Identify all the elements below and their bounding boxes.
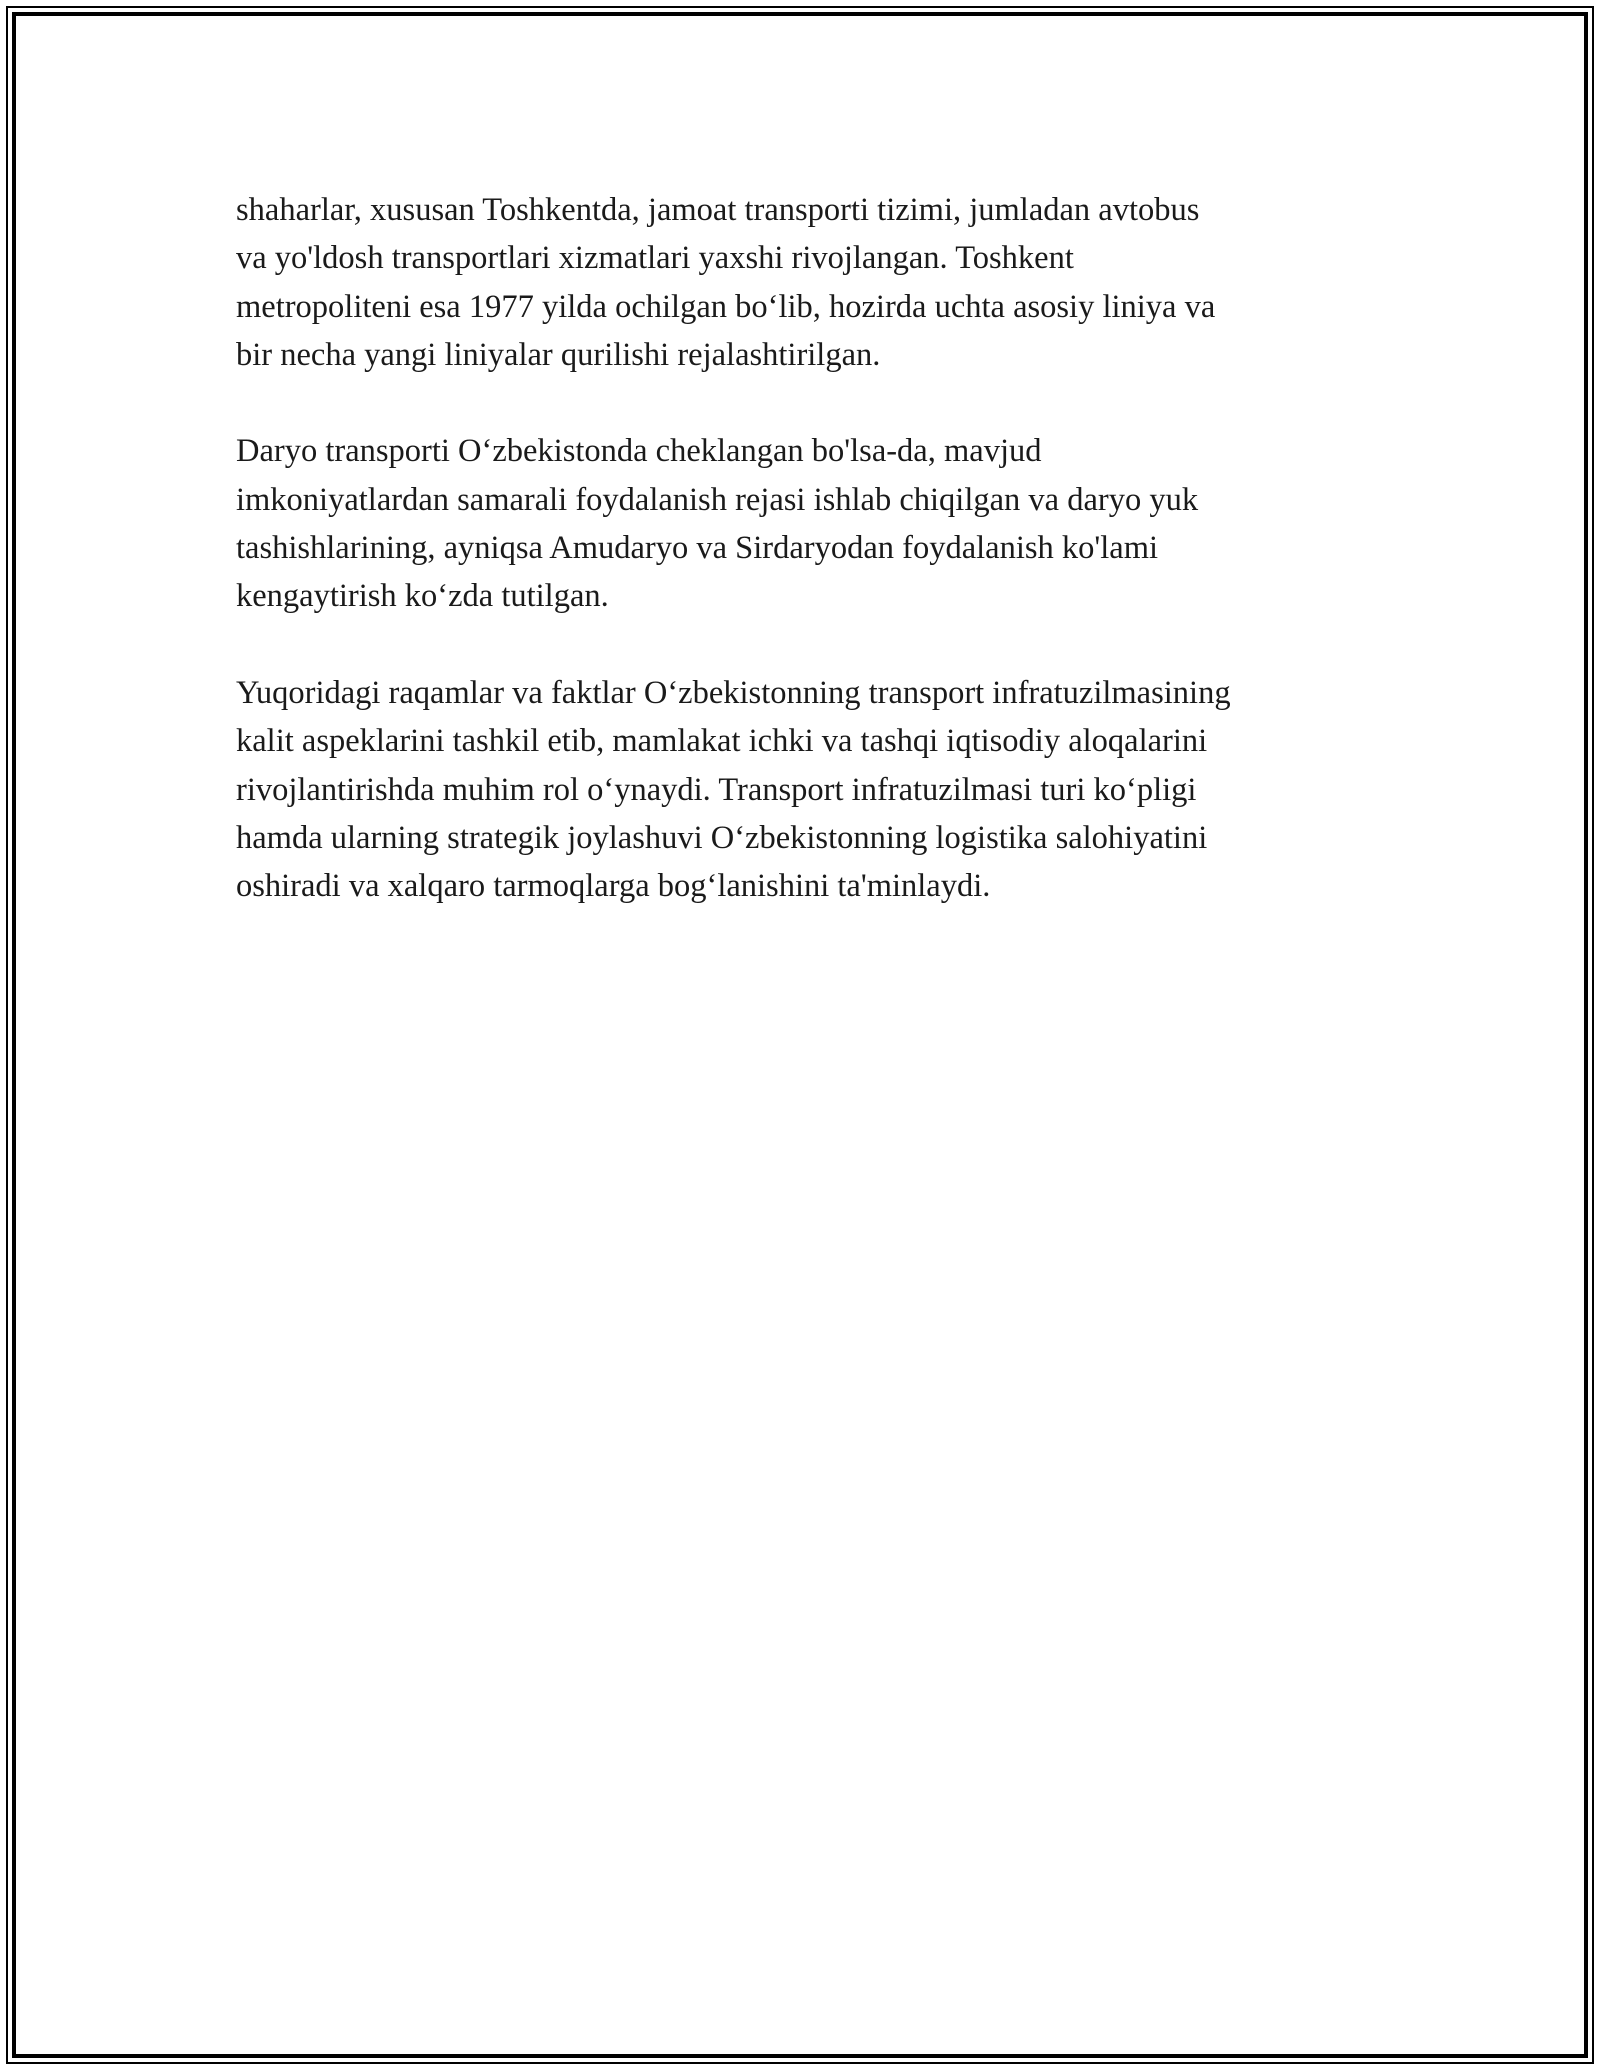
- text-line: kalit aspeklarini tashkil etib, mamlakat ichki va tashqi iqtisodiy aloqalarini: [236, 723, 1208, 760]
- paragraph-city-transport: [236, 186, 1386, 379]
- text-line: kengaytirish ko‘zda tutilgan.: [236, 578, 609, 615]
- text-line: imkoniyatlardan samarali foydalanish rejasi ishlab chiqilgan va daryo yuk: [236, 481, 1199, 518]
- paragraph-river-transport: [236, 427, 1386, 620]
- text-line: Yuqoridagi raqamlar va faktlar O‘zbekistonning transport infratuzilmasining: [236, 674, 1231, 711]
- text-line: tashishlarining, ayniqsa Amudaryo va Sirdaryodan foydalanish ko'lami: [236, 530, 1158, 567]
- text-line: metropoliteni esa 1977 yilda ochilgan bo‘lib, hozirda uchta asosiy liniya va: [236, 288, 1216, 325]
- text-line: bir necha yangi liniyalar qurilishi rejalashtirilgan.: [236, 336, 881, 373]
- text-line: shaharlar, xususan Toshkentda, jamoat transporti tizimi, jumladan avtobus: [236, 192, 1200, 228]
- text-line: rivojlantirishda muhim rol o‘ynaydi. Transport infratuzilmasi turi ko‘pligi: [236, 771, 1197, 808]
- text-line: Daryo transporti O‘zbekistonda cheklangan bo'lsa-da, mavjud: [236, 433, 1042, 470]
- text-line: oshiradi va xalqaro tarmoqlarga bog‘lanishini ta'minlaydi.: [236, 868, 991, 905]
- text-line: va yo'ldosh transportlari xizmatlari yaxshi rivojlangan. Toshkent: [236, 240, 1074, 277]
- document-body: [236, 186, 1386, 959]
- text-line: hamda ularning strategik joylashuvi O‘zbekistonning logistika salohiyatini: [236, 819, 1208, 856]
- paragraph-conclusion: [236, 669, 1386, 910]
